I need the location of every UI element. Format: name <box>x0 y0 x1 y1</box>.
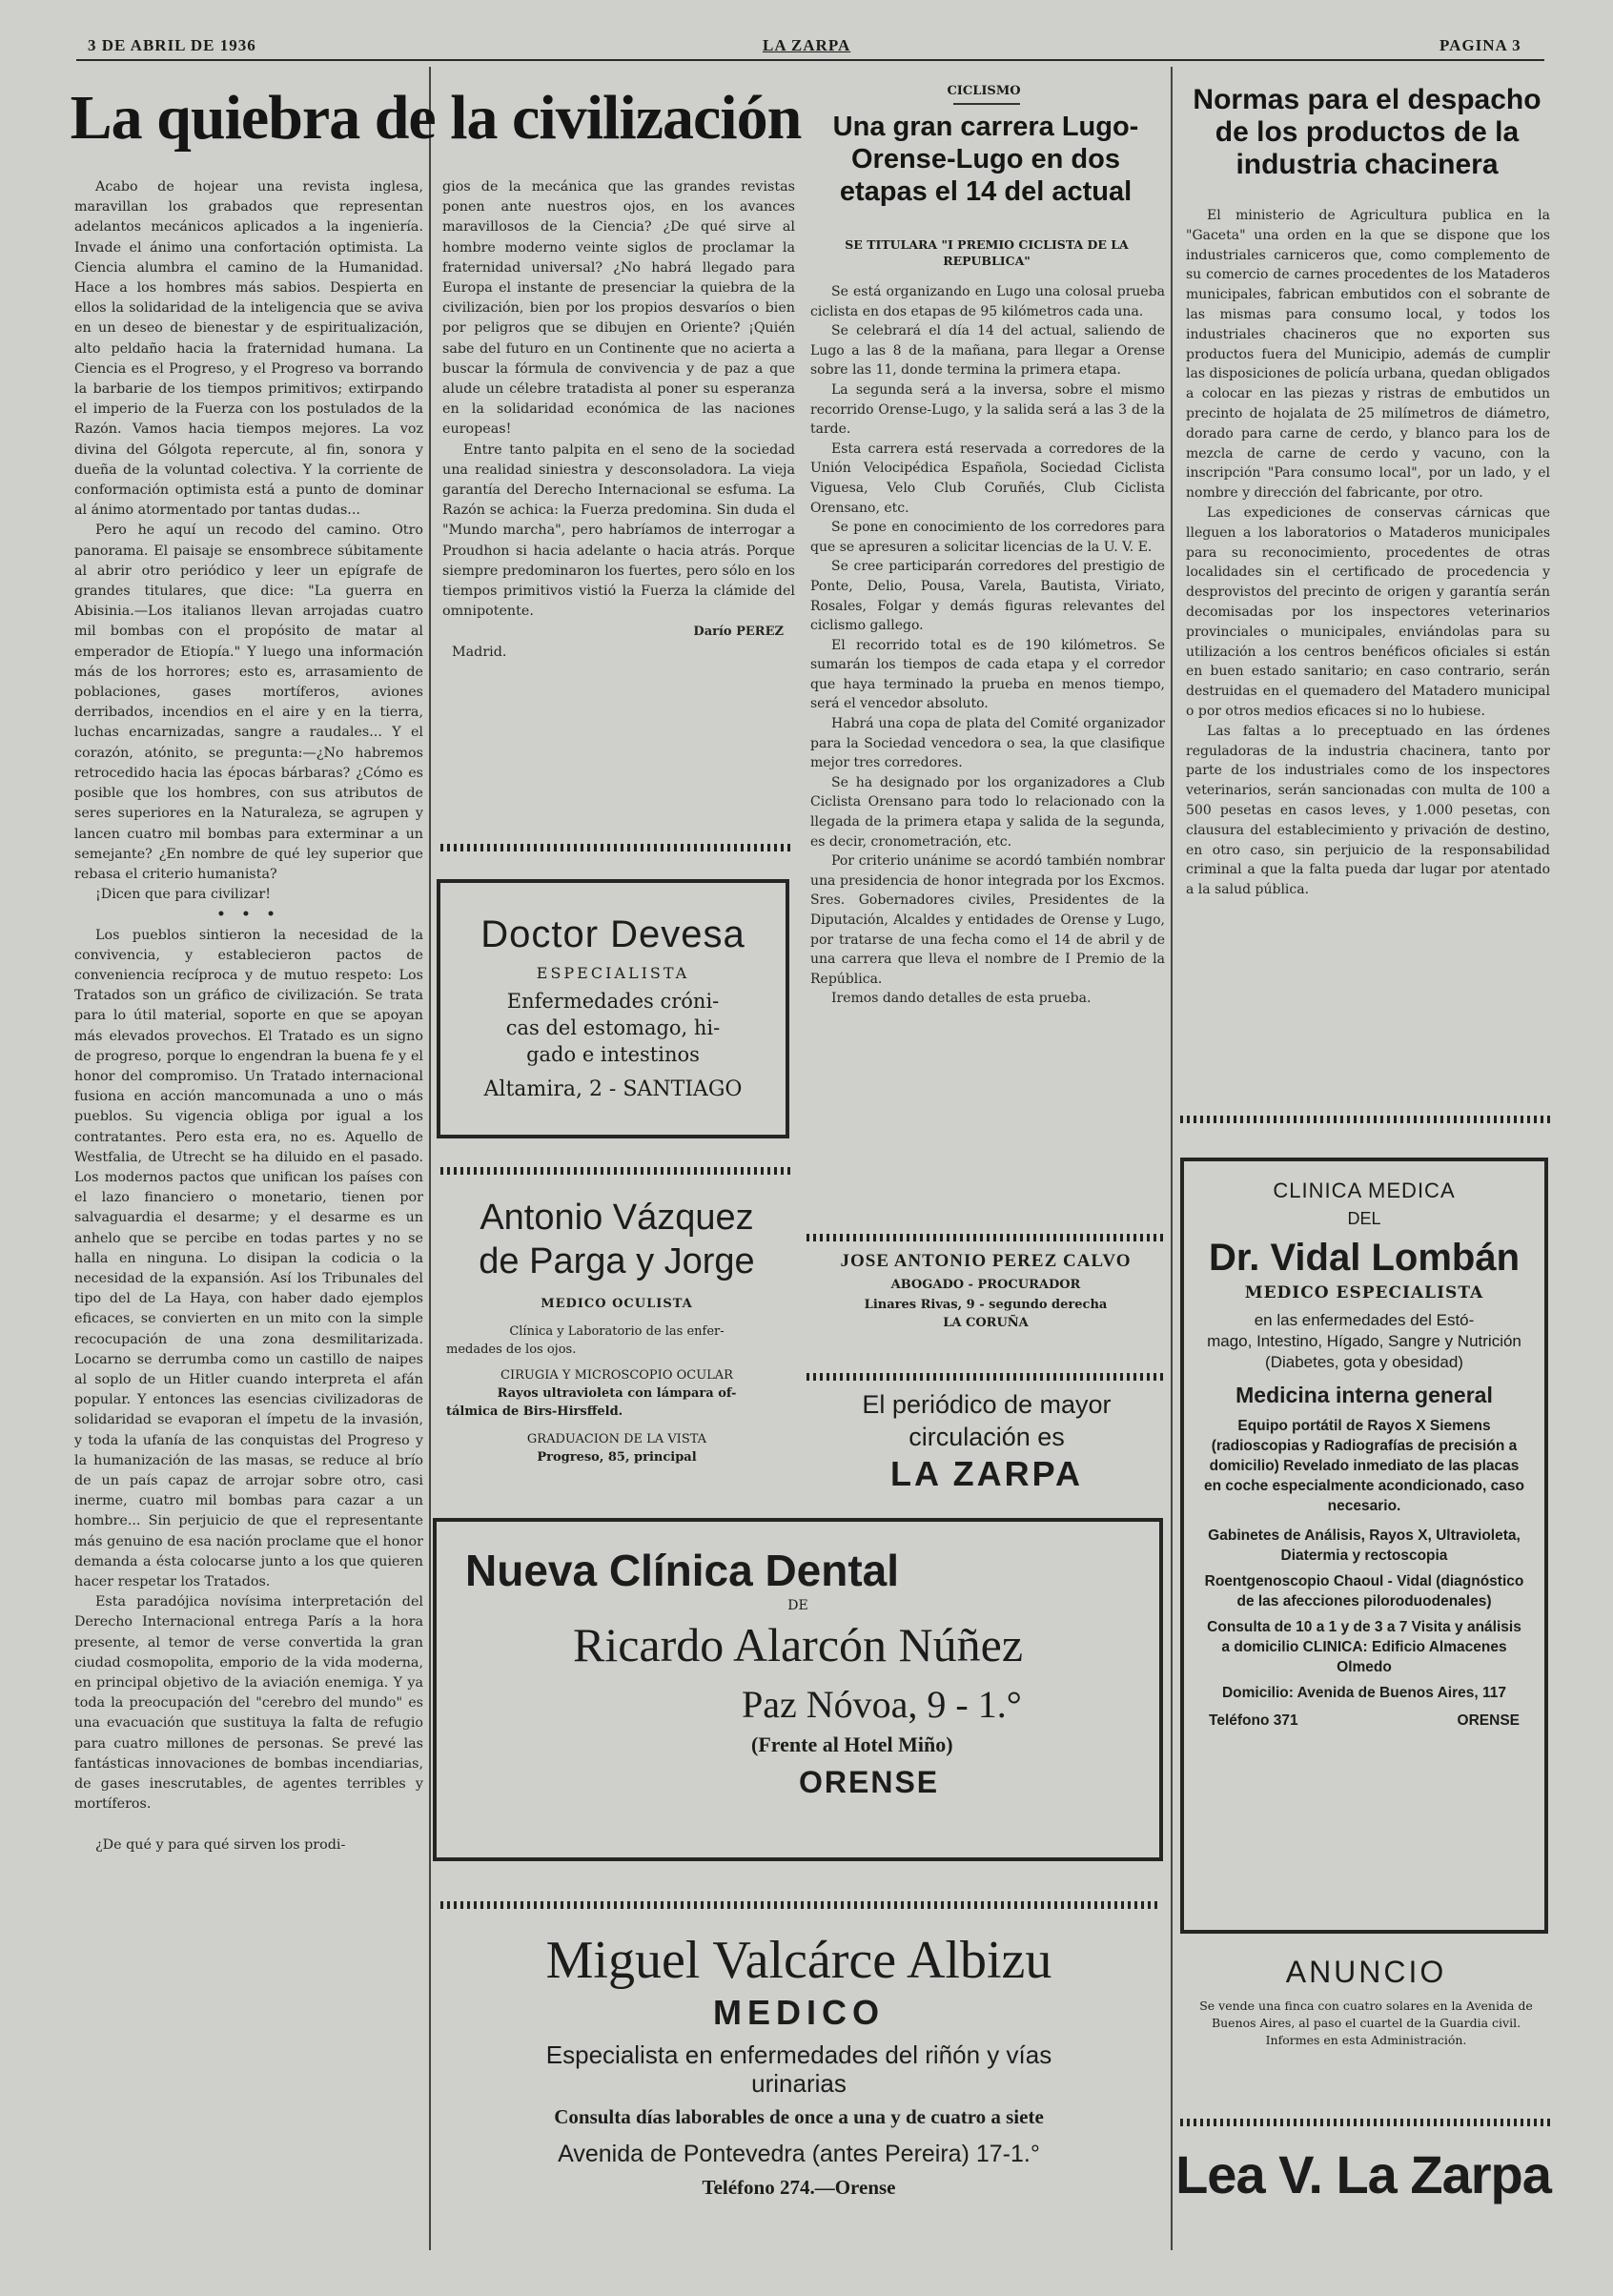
ad-line: Gabinetes de Análisis, Rayos X, Ultravioleta, Diatermia y rectoscopia <box>1208 1527 1521 1564</box>
dotted-divider <box>1180 2119 1550 2126</box>
article-subtitle: SE TITULARA "I PREMIO CICLISTA DE LA REPUBLICA" <box>845 237 1129 268</box>
ad-line: DE <box>787 1598 808 1613</box>
article-chacinera-body <box>1186 206 1550 900</box>
ad-address: Altamira, 2 - SANTIAGO <box>483 1077 743 1101</box>
ad-line: cas del estomago, hi- <box>505 1016 721 1039</box>
ad-name: Antonio Vázquez <box>480 1198 754 1238</box>
ad-line: Enfermedades cróni- <box>506 990 720 1013</box>
ad-name: Doctor Devesa <box>480 913 745 955</box>
ad-line: Progreso, 85, principal <box>537 1450 697 1465</box>
paragraph: Se está organizando en Lugo una colosal prueba ciclista en dos etapas de 95 kilómetros cada una. <box>810 284 1165 319</box>
ad-name: Ricardo Alarcón Núñez <box>572 1618 1024 1671</box>
dotted-divider <box>1180 1116 1550 1123</box>
paragraph: Las faltas a lo preceptuado en las órdenes reguladoras de la industria chacinera, tanto por parte de los industriales como de los inspectores veterinarios, serán sancionadas con multa de 100 a 500 pesetas en casos leves, y 1.000 pesetas, con clausura del establecimiento y privación de destino, en otro caso, sin perjuicio de la responsabilidad criminal a que la falta pueda dar lugar por atentado a la salud pública. <box>1186 723 1550 898</box>
ad-address: Avenida de Pontevedra (antes Pereira) 17-1.° <box>558 2141 1040 2167</box>
paragraph: Por criterio unánime se acordó también nombrar una presidencia de honor integrada por los Excmos. Sres. Gobernadores civiles, Presidentes de la Diputación, Alcaldes y entidades de Orense y Lugo, por tratarse de una fecha como el 14 de abril y de una carrera que lleva el nombre de I Premio de la República. <box>810 853 1165 987</box>
section-kicker: CICLISMO <box>947 84 1021 98</box>
dotted-divider <box>440 1901 1161 1909</box>
column-rule <box>1171 67 1173 2250</box>
ad-city: ORENSE <box>1457 1712 1520 1729</box>
paragraph: ¿De qué y para qué sirven los prodi- <box>95 1837 346 1854</box>
article-civilizacion-col2 <box>442 177 795 663</box>
paragraph: Habrá una copa de plata del Comité organizador para la Sociedad vencedora o sea, la que clasifique mejor tres corredores. <box>810 716 1165 771</box>
ad-anuncio <box>1180 1955 1552 2049</box>
ad-address: Linares Rivas, 9 - segundo derecha <box>864 1298 1108 1312</box>
ad-miguel-valcarce <box>429 1932 1169 2200</box>
paragraph: Se celebrará el día 14 del actual, saliendo de Lugo a las 8 de la mañana, para llegar a Orense sobre las 11, donde termina la primera etapa. <box>810 323 1165 379</box>
dotted-divider <box>806 1373 1165 1381</box>
ad-brand: LA ZARPA <box>890 1454 1083 1493</box>
ad-line: medades de los ojos. <box>446 1343 577 1357</box>
ad-city: LA CORUÑA <box>943 1316 1029 1330</box>
header-rule <box>76 59 1544 61</box>
ad-line: CIRUGIA Y MICROSCOPIO OCULAR <box>500 1368 733 1383</box>
ad-role: MEDICO ESPECIALISTA <box>1244 1283 1484 1302</box>
paragraph: Se ha designado por los organizadores a Club Ciclista Orensano para todo lo relacionado con la llegada de la primera etapa y salida de la segunda, es decir, cronometración, etc. <box>810 774 1165 850</box>
ad-lea-la-zarpa: Lea V. La Zarpa <box>1175 2144 1551 2204</box>
dotted-divider <box>440 1167 793 1175</box>
ad-line: Equipo portátil de Rayos X Siemens (radioscopias y Radiografías de precisión a domicilio) Revelado inmediato de las placas en coche especialmente acondicionado, caso necesario. <box>1204 1418 1524 1514</box>
paragraph: Se pone en conocimiento de los corredores para que se apresuren a solicitar licencias de la U. V. E. <box>810 520 1165 555</box>
paragraph: Los pueblos sintieron la necesidad de la convivencia, y establecieron pactos de conveniencia recíproca y de mutuo respeto: Los Tratados son un gráfico de civilización. Se trata para lo útil material, soporte en que se apoyan más elevados provechos. El Tratado es un signo de progreso, porque lo engendran la buena fe y el honor del compromiso. Un Tratado internacional fusiona en acción mancomunada a uno o más pueblos. Su vigencia obliga por igual a los contratantes. Pero esta era, no es. Aquello de Westfalia, de Utrecht se ha diluido en el pasado. Los modernos pactos que unifican los países con el lazo financiero o monetario, tienen por salvaguardia el desarme; y el desarme es un anhelo que se percibe en todas partes y no se halla en ninguna. Lo disipan la codicia o la necesidad de la expansión. Así los Tribunales del tipo del de La Haya, con haber dado ejemplos eficaces, se convierten en un mito con la simple recocupación de una zona desmilitarizada. Locarno se derrumba como un castillo de naipes al soplo de un Hitler cuando interpreta el afán popular. Y entonces las esencias civilizadoras de solidaridad se evaporan el ímpetu de la invasión, y toda la ufanía de las conquistas del Progreso y la humanización de las masas, se reduce al brío de un país capaz de arrojar sobre otro, casi inerme, cuatro mil bombas para cazar a un hombre... Sin perjuicio de que el representante más genuino de esa nación proclame que el honor demanda a ésta colocarse junto a los que quieren hacer respetar los Tratados. <box>74 927 423 1590</box>
ad-name: de Parga y Jorge <box>479 1241 755 1281</box>
ad-line: Domicilio: Avenida de Buenos Aires, 117 <box>1221 1685 1507 1701</box>
dotted-divider <box>440 844 793 851</box>
paragraph: Pero he aquí un recodo del camino. Otro panorama. El paisaje se ensombrece súbitamente al abrir otro periódico y leer un epígrafe de grandes titulares, que dice: "La guerra en Abisinia.—Los italianos llevan arrojadas cuatro mil bombas con el propósito de matar al emperador de Etiopía." Y luego una información más de los horrores; esto es, arrasamiento de poblaciones, gases mortíferos, aviones derribados, incendios en el aire y en la tierra, luchas encarnizadas, sangre a raudales... Y el corazón, atónito, se pregunta:—¿No habremos retrocedido hacia las épocas bárbaras? ¿Cómo es posible que los hombres, con sus atributos de seres superiores en la Naturaleza, se agrupen y lancen cuatro mil bombas para exterminar a un semejante? ¿En nombre de qué ley superior que rebasa el criterio humanista? <box>74 523 423 882</box>
ad-line: circulación es <box>909 1423 1065 1451</box>
ad-line: El periódico de mayor <box>862 1390 1112 1419</box>
paragraph: ¡Dicen que para civilizar! <box>95 887 271 903</box>
ad-title: Nueva Clínica Dental <box>465 1546 900 1595</box>
ad-clinica-dental <box>433 1518 1163 1861</box>
column-rule <box>429 67 431 2250</box>
paragraph: Esta carrera está reservada a corredores de la Unión Velocipédica Española, Sociedad Ciclista Viguesa, Velo Club Coruñés, Club Ciclista Orensano, etc. <box>810 441 1165 516</box>
article-civilizacion-col1 <box>74 177 423 1856</box>
ad-la-zarpa <box>801 1388 1173 1495</box>
ad-line: urinarias <box>751 2069 847 2098</box>
ad-line: Clínica y Laboratorio de las enfer- <box>509 1324 725 1339</box>
paragraph: Se cree participarán corredores del prestigio de Ponte, Delio, Pousa, Varela, Bautista, Viriato, Rosales, Folgar y demás figuras relevantes del ciclismo gallego. <box>810 559 1165 634</box>
paragraph: Iremos dando detalles de esta prueba. <box>831 991 1092 1007</box>
author: Darío PEREZ <box>693 625 784 640</box>
ad-line: GRADUACION DE LA VISTA <box>526 1432 707 1446</box>
ad-line: Roentgenoscopio Chaoul - Vidal (diagnóstico de las afecciones piloroduodenales) <box>1204 1573 1524 1609</box>
ad-phone: Teléfono 371 <box>1209 1712 1298 1729</box>
ad-line: mago, Intestino, Hígado, Sangre y Nutrición (Diabetes, gota y obesidad) <box>1207 1332 1521 1371</box>
dateline: Madrid. <box>452 644 507 660</box>
ad-line: CLINICA MEDICA <box>1273 1179 1456 1202</box>
ad-role: ABOGADO - PROCURADOR <box>890 1278 1081 1292</box>
ad-antonio-vazquez <box>437 1196 797 1466</box>
article-ciclismo-body <box>810 282 1165 1009</box>
ad-role: MEDICO <box>713 1993 885 2032</box>
paragraph: El recorrido total es de 190 kilómetros. Se sumarán los tiempos de cada etapa y el corredor que haya terminado la prueba en menos tiempo, será el vencedor absoluto. <box>810 637 1165 712</box>
kicker-rule <box>953 103 1020 105</box>
ad-line: en las enfermedades del Estó- <box>1254 1311 1475 1329</box>
ad-city: ORENSE <box>799 1765 940 1799</box>
ad-line: gado e intestinos <box>526 1043 700 1066</box>
header-page: PAGINA 3 <box>1439 36 1521 54</box>
ad-line: DEL <box>1347 1209 1381 1228</box>
ad-line: (Frente al Hotel Miño) <box>751 1732 953 1756</box>
paragraph: Acabo de hojear una revista inglesa, maravillan los grabados que representan adelantos mecánicos aplicados a la ingeniería. Invade el ánimo una confortación optimista. La Ciencia alumbra el camino de la Humanidad. Hace a los hombres más sabios. Despierta en ellos la solidaridad de la inteligencia que se aviva en un deseo de bienestar y de espiritualización, alto peldaño hacia la fraternidad humana. La Ciencia es el Progreso, y el Progreso va borrando la barbarie de los tiempos primitivos; extirpando el imperio de la Fuerza con los postulados de la Razón. Vamos hacia tiempos mejores. La voz divina del Gólgota repercute, al fin, sonora y dueña de la voluntad colectiva. Y la corriente de conformación optimista está a punto de dominar al ánimo atormentado por tantas dudas... <box>74 179 423 519</box>
ad-line: Rayos ultravioleta con lámpara of- <box>497 1386 737 1401</box>
ad-line: Consulta días laborables de once a una y de cuatro a siete <box>554 2105 1044 2128</box>
ad-name: Miguel Valcárce Albizu <box>545 1931 1052 1990</box>
article-title-ciclismo: Una gran carrera Lugo-Orense-Lugo en dos etapas el 14 del actual <box>832 112 1139 207</box>
article-title-civilizacion: La quiebra de la civilización <box>70 83 802 153</box>
ad-address: Paz Nóvoa, 9 - 1.° <box>742 1683 1022 1726</box>
ad-line: Se vende una finca con cuatro solares en la Avenida de Buenos Aires, al paso el cuartel de la Guardia civil. <box>1199 1999 1533 2030</box>
ad-role: ESPECIALISTA <box>536 964 690 982</box>
paragraph: gios de la mecánica que las grandes revistas ponen ante nuestros ojos, en los avances maravillosos de la Ciencia? ¿De qué sirve al hombre moderno veinte siglos de proclamar la fraternidad universal? ¿No habrá llegado para Europa el instante de presenciar la quiebra de la civilización, bien por los propios desvaríos o bien por peligros que se dibujen en Oriente? ¡Quién sabe del futuro en un Continente que no acierta a buscar la fórmula de convivencia y de paz a que alude un célebre tratadista al poner su esperanza en la solidaridad económica de las naciones europeas! <box>442 179 795 438</box>
ad-line: Informes en esta Administración. <box>1265 2033 1467 2047</box>
header-date: 3 DE ABRIL DE 1936 <box>88 36 256 54</box>
header-paper: LA ZARPA <box>763 36 851 54</box>
ad-phone: Teléfono 274.—Orense <box>702 2176 896 2199</box>
ad-line: Consulta de 10 a 1 y de 3 a 7 Visita y análisis a domicilio CLINICA: Edificio Almacenes Olmedo <box>1207 1619 1521 1675</box>
paragraph: Entre tanto palpita en el seno de la sociedad una realidad siniestra y desconsoladora. La vieja garantía del Derecho Internacional se esfuma. La Razón se achica: la Fuerza predomina. Sin duda el "Mundo marcha", pero habríamos de interrogar a Proudhon si hacia adelante o hacia atrás. Porque siempre predominaron los fuertes, pero sólo en los tiempos primitivos vistió la Fuerza la clámide del omnipotente. <box>442 441 795 620</box>
dotted-divider <box>806 1234 1165 1241</box>
paragraph: Esta paradójica novísima interpretación del Derecho Internacional entrega París a la hora presente, al temor de verse convertida la gran ciudad cosmopolita, emporio de la vida moderna, en principal objetivo de la aviación enemiga. Y ya toda la preocupación del "cerebro del mundo" es una evacuación que sustituya la falta de refugio para cuatro millones de personas. Se prevé las fantásticas innovaciones de bombas incendiarias, de gases inescrutables, de agentes terribles y mortíferos. <box>74 1594 423 1813</box>
ad-name: Dr. Vidal Lombán <box>1209 1237 1520 1279</box>
ad-perez-calvo <box>806 1251 1165 1330</box>
ad-title: ANUNCIO <box>1285 1955 1447 1989</box>
paragraph: La segunda será a la inversa, sobre el mismo recorrido Orense-Lugo, y la salida será a las 3 de la tarde. <box>810 381 1165 438</box>
ad-line: tálmica de Birs-Hirsffeld. <box>446 1404 623 1419</box>
article-title-chacinera: Normas para el despacho de los productos de la industria chacinera <box>1193 84 1542 180</box>
paragraph: Las expediciones de conservas cárnicas que lleguen a los laboratorios o Mataderos municipales para su reconocimiento, procedentes de otras localidades sin el certificado de procedencia y desprovistos del precinto de origen y garantía serán decomisadas por los inspectores veterinarios provinciales o municipales, enviándolas para su utilización a los centros benéficos oficiales si están en buen estado sanitario; en caso contrario, serán destruidas en el quemadero del Matadero municipal o por otros medios eficaces si no lo hubiese. <box>1186 504 1550 719</box>
ad-footer <box>1184 1712 1544 1730</box>
ad-line: Especialista en enfermedades del riñón y vías <box>545 2040 1052 2069</box>
separator-stars: • • • <box>216 907 281 923</box>
ad-role: MEDICO OCULISTA <box>541 1297 693 1311</box>
ad-vidal-lomban <box>1180 1158 1548 1934</box>
paragraph: El ministerio de Agricultura publica en la "Gaceta" una orden en la que se dispone que los industriales carniceros que, como complemento de su comercio de carnes procedentes de los Mataderos municipales, fabrican embutidos con el sobrante de las mismas para consumo local, y todos los industriales chacineros que no exporten sus productos fuera del Municipio, además de cumplir las disposiciones de policía urbana, quedan obligados a colocar en las piezas y ristras de embutidos un precinto de hojalata de 25 milímetros de diámetro, dorado para carne de cerdo, y blanco para los de mezcla de carne de cerdo y vacuno, con la inscripción "Para consumo local", por un lado, y el nombre y dirección del fabricante, por otro. <box>1186 208 1550 502</box>
ad-name: JOSE ANTONIO PEREZ CALVO <box>840 1251 1132 1271</box>
ad-doctor-devesa <box>437 879 789 1138</box>
ad-subheading: Medicina interna general <box>1235 1383 1493 1407</box>
